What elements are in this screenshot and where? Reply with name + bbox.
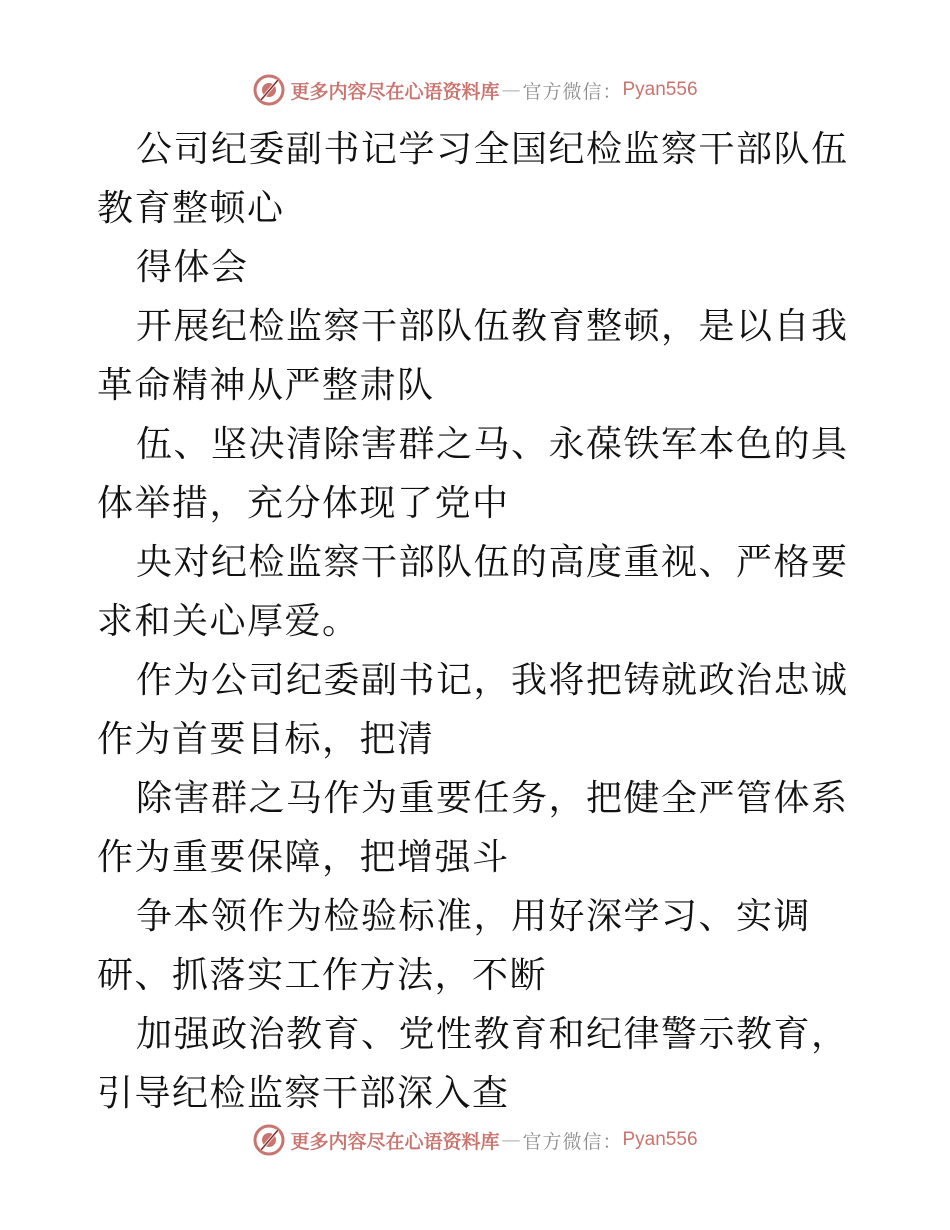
banner-dash: — <box>501 79 521 101</box>
document-title: 公司纪委副书记学习全国纪检监察干部队伍教育整顿心 <box>97 129 849 229</box>
brand-logo-icon <box>252 73 286 107</box>
footer-watermark <box>0 1120 950 1160</box>
paragraph: 争本领作为检验标准，用好深学习、实调研、抓落实工作方法，不断 <box>97 896 812 996</box>
banner-main-text: 更多内容尽在心语资料库 <box>290 80 500 103</box>
banner-wechat-id: Pyan556 <box>622 1129 698 1150</box>
paragraph: 伍、坚决清除害群之马、永葆铁军本色的具体举措，充分体现了党中 <box>97 424 849 524</box>
header-watermark <box>0 70 950 110</box>
brand-logo-icon <box>252 1123 286 1157</box>
document-title-continued: 得体会 <box>136 247 249 288</box>
paragraph: 开展纪检监察干部队伍教育整顿，是以自我革命精神从严整肃队 <box>97 306 849 406</box>
banner-main-text: 更多内容尽在心语资料库 <box>290 1130 500 1153</box>
document-body <box>97 120 857 1123</box>
paragraph: 作为公司纪委副书记，我将把铸就政治忠诚作为首要目标，把清 <box>97 660 849 760</box>
banner-dash: — <box>501 1129 521 1151</box>
paragraph: 除害群之马作为重要任务，把健全严管体系作为重要保障，把增强斗 <box>97 778 849 878</box>
banner-sub-text: 官方微信： <box>522 80 623 103</box>
paragraph: 加强政治教育、党性教育和纪律警示教育，引导纪检监察干部深入查 <box>97 1014 849 1114</box>
paragraph: 央对纪检监察干部队伍的高度重视、严格要求和关心厚爱。 <box>97 542 849 642</box>
banner-sub-text: 官方微信： <box>522 1130 623 1153</box>
banner-wechat-id: Pyan556 <box>622 79 698 100</box>
